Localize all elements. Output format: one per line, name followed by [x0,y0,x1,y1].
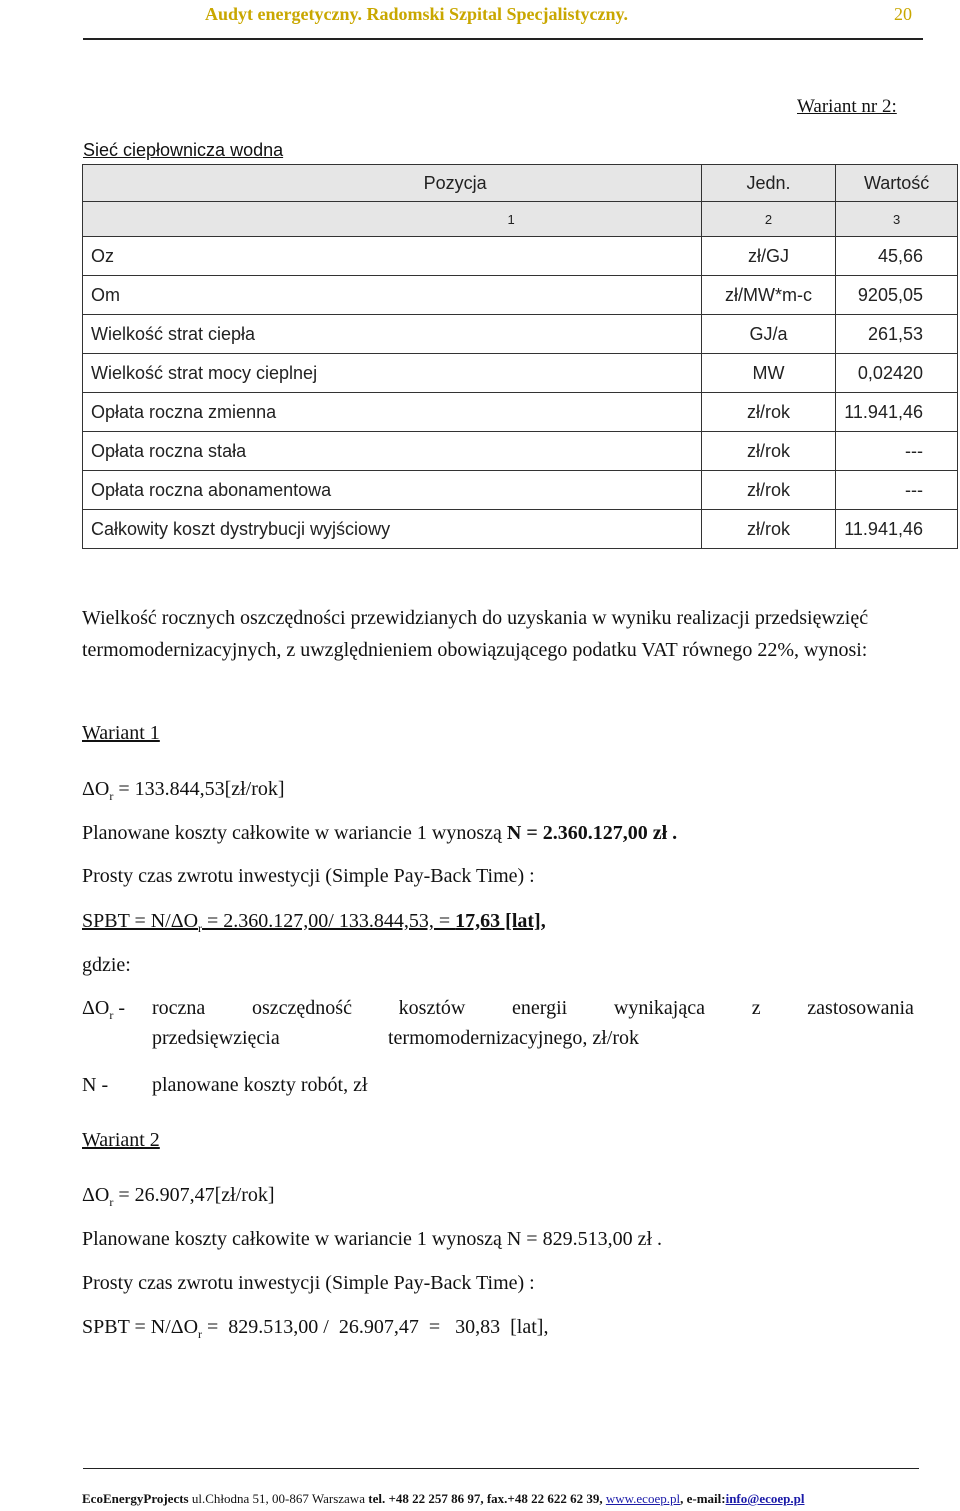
row-label: Oz [83,237,702,276]
header-title: Audyt energetyczny. Radomski Szpital Specjalistyczny. [205,4,628,24]
spbt-middle: = 2.360.127,00/ 133.844,53, = [202,910,456,932]
row-value: 45,66 [836,237,958,276]
row-value: --- [836,432,958,471]
row-unit: MW [701,354,836,393]
row-label: Opłata roczna zmienna [83,393,702,432]
variant-2-heading: Wariant 2 [82,1129,160,1151]
spbt-subscript: r [198,1327,203,1341]
column-number: 3 [836,202,958,237]
row-value: 11.941,46 [836,510,958,549]
spbt-prefix: SPBT = N/ΔO [82,1316,199,1338]
variant-label: Wariant nr 2: [797,96,897,117]
variant-1-cost [82,822,677,845]
delta-subscript: r [109,1195,114,1209]
definition-delta-key [82,997,125,1023]
variant-1-savings [82,778,285,804]
definition-word: zastosowania [807,997,914,1019]
row-unit: zł/rok [701,510,836,549]
heating-network-table [82,164,958,549]
definition-word: energii [512,997,568,1019]
row-label: Om [83,276,702,315]
delta-symbol: ΔO [82,1184,110,1206]
definition-n-text: planowane koszty robót, zł [152,1074,368,1096]
row-unit: zł/MW*m-c [701,276,836,315]
table-row [83,471,958,510]
spbt-rest: = 829.513,00 / 26.907,47 = 30,83 [lat], [202,1316,549,1338]
delta-symbol: ΔO [82,778,110,800]
footer [82,1491,804,1507]
cost-text: Planowane koszty całkowite w wariancie 1 wynoszą [82,822,507,844]
row-unit: zł/GJ [701,237,836,276]
definition-word: przedsięwzięcia [152,1027,280,1049]
delta-subscript: r [109,789,114,803]
variant-2-cost: Planowane koszty całkowite w wariancie 1 wynoszą N = 829.513,00 zł . [82,1228,663,1250]
spbt-prefix: SPBT = N/ΔO [82,910,199,932]
footer-company: EcoEnergyProjects [82,1491,189,1506]
section-title: Sieć ciepłownicza wodna [83,140,284,160]
delta-key-subscript: r [109,1008,114,1022]
delta-key-symbol: ΔO [82,997,110,1019]
footer-email-label: , e-mail: [680,1491,726,1506]
variant-2-savings [82,1184,275,1210]
savings-value: = 133.844,53[zł/rok] [113,778,285,800]
column-header-value: Wartość [836,165,958,202]
variant-2-spbt-intro: Prosty czas zwrotu inwestycji (Simple Pay-Back Time) : [82,1272,535,1294]
table-row [83,510,958,549]
where-label: gdzie: [82,954,131,976]
savings-value: = 26.907,47[zł/rok] [113,1184,275,1206]
definition-word: wynikająca [613,997,705,1019]
table-row [83,354,958,393]
row-label: Wielkość strat ciepła [83,315,702,354]
spbt-subscript: r [198,921,203,935]
column-number: 2 [701,202,836,237]
definition-word: kosztów [398,997,466,1019]
row-value: --- [836,471,958,510]
row-value: 9205,05 [836,276,958,315]
footer-website-link[interactable]: www.ecoep.pl [605,1491,681,1506]
row-label: Całkowity koszt dystrybucji wyjściowy [83,510,702,549]
row-unit: zł/rok [701,432,836,471]
variant-1-spbt-intro: Prosty czas zwrotu inwestycji (Simple Pay-Back Time) : [82,865,535,887]
variant-1-spbt-formula [82,910,546,936]
footer-email-link[interactable]: info@ecoep.pl [725,1491,805,1506]
footer-address: ul.Chłodna 51, 00-867 Warszawa [188,1491,369,1506]
variant-1-heading: Wariant 1 [82,722,160,744]
header-divider [83,38,923,40]
column-header-unit: Jedn. [701,165,836,202]
row-unit: GJ/a [701,315,836,354]
cost-value: N = 2.360.127,00 zł . [506,822,678,844]
table-row [83,432,958,471]
table-row [83,276,958,315]
row-value: 11.941,46 [836,393,958,432]
row-unit: zł/rok [701,393,836,432]
footer-divider [83,1468,919,1469]
definition-n-key: N - [82,1074,109,1096]
definition-delta-text [152,997,914,1050]
definition-word: termomodernizacyjnego, zł/rok [388,1027,640,1049]
table-row [83,237,958,276]
variant-2-spbt-formula [82,1316,548,1342]
row-value: 0,02420 [836,354,958,393]
delta-key-dash: - [113,997,125,1019]
row-label: Wielkość strat mocy cieplnej [83,354,702,393]
row-unit: zł/rok [701,471,836,510]
spbt-result: 17,63 [lat], [455,910,546,932]
row-value: 261,53 [836,315,958,354]
column-number: 1 [83,202,702,237]
definition-delta-line-1 [152,997,914,1020]
table-row [83,393,958,432]
definition-delta-line-2 [152,1027,914,1050]
table-row [83,315,958,354]
page-number: 20 [894,4,912,24]
definition-word: z [751,997,761,1019]
row-label: Opłata roczna abonamentowa [83,471,702,510]
column-header-position: Pozycja [83,165,702,202]
footer-phone: tel. +48 22 257 86 97, fax.+48 22 622 62 39, [368,1491,606,1506]
table-header-row [83,165,958,202]
row-label: Opłata roczna stała [83,432,702,471]
table-column-number-row [83,202,958,237]
definition-word: roczna [152,997,206,1019]
definition-word: oszczędność [252,997,352,1019]
savings-intro-paragraph: Wielkość rocznych oszczędności przewidzianych do uzyskania w wyniku realizacji przedsięwzięć termomodernizacyjnych, z uwzględnieniem obowiązującego podatku VAT równego 22%, wynosi: [82,607,869,661]
